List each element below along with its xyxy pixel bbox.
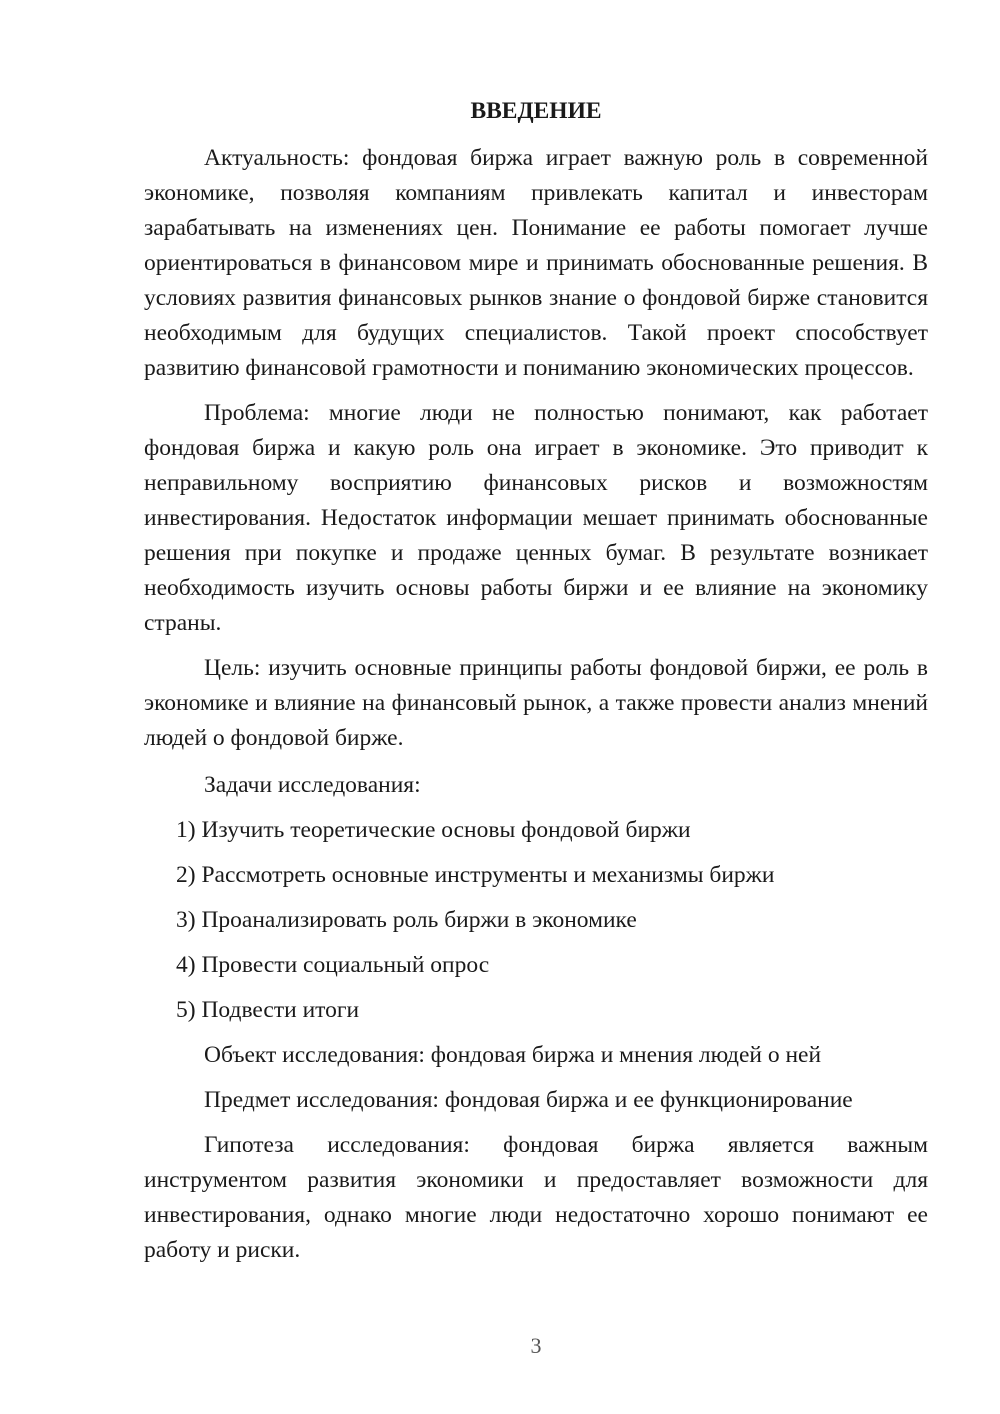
problem-paragraph: Проблема: многие люди не полностью понимают, как работает фондовая биржа и какую роль она играет в экономике. Это приводит к неправильному восприятию финансовых рисков и возможностям инвестирования. Недостаток информации мешает принимать обоснованные решения при покупке и продаже ценных бумаг. В результате возникает необходимость изучить основы работы биржи и ее влияние на экономику страны. <box>144 400 928 636</box>
section-heading: ВВЕДЕНИЕ <box>470 98 602 124</box>
goal-paragraph: Цель: изучить основные принципы работы фондовой биржи, ее роль в экономике и влияние на финансовый рынок, а также провести анализ мнений людей о фондовой бирже. <box>144 655 928 751</box>
page-content <box>144 94 928 1278</box>
hypothesis-paragraph: Гипотеза исследования: фондовая биржа является важным инструментом развития экономики и предоставляет возможности для инвестирования, однако многие люди недостаточно хорошо понимают ее работу и риски. <box>144 1132 928 1263</box>
list-item: 1) Изучить теоретические основы фондовой биржи <box>176 817 691 843</box>
page-number: 3 <box>530 1333 542 1358</box>
list-item: 5) Подвести итоги <box>176 997 360 1023</box>
tasks-title: Задачи исследования: <box>204 772 421 798</box>
list-item: 4) Провести социальный опрос <box>176 952 490 978</box>
relevance-paragraph: Актуальность: фондовая биржа играет важную роль в современной экономике, позволяя компаниям привлекать капитал и инвесторам зарабатывать на изменениях цен. Понимание ее работы помогает лучше ориентироваться в финансовом мире и принимать обоснованные решения. В условиях развития финансовых рынков знание о фондовой бирже становится необходимым для будущих специалистов. Такой проект способствует развитию финансовой грамотности и пониманию экономических процессов. <box>144 145 928 381</box>
list-item: 3) Проанализировать роль биржи в экономике <box>176 907 637 933</box>
list-item: 2) Рассмотреть основные инструменты и механизмы биржи <box>176 862 775 888</box>
object-paragraph: Объект исследования: фондовая биржа и мнения людей о ней <box>204 1042 822 1068</box>
tasks-list <box>144 813 928 1028</box>
subject-paragraph: Предмет исследования: фондовая биржа и ее функционирование <box>204 1087 853 1113</box>
